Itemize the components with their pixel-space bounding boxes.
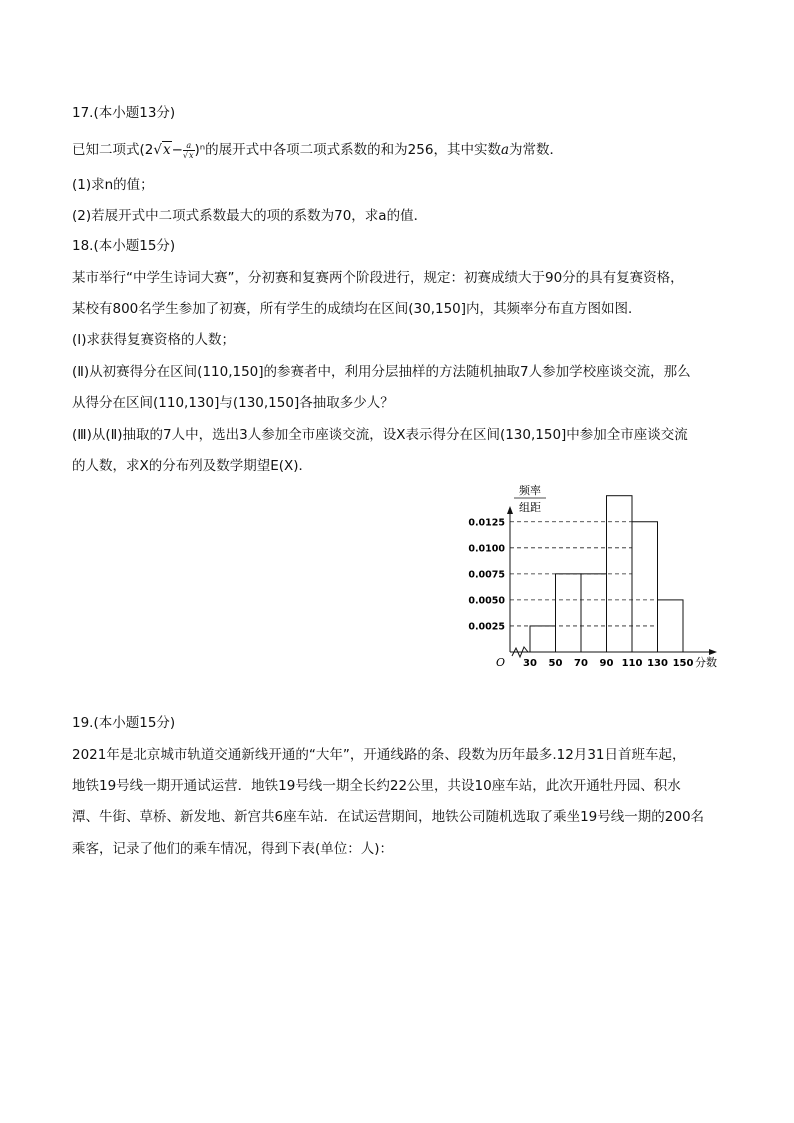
q17-part1: (1)求n的值； (72, 177, 154, 193)
x-tick-label: 30 (523, 658, 537, 669)
x-tick-label: 90 (599, 658, 614, 669)
q19-stem-line4: 乘客，记录了他们的乘车情况，得到下表(单位：人)： (72, 841, 394, 857)
q17-frac-den: √x (182, 150, 194, 160)
histogram-bar-4 (632, 522, 658, 652)
q17-frac-num: a (183, 141, 195, 151)
y-tick-label: 0.0125 (468, 517, 505, 529)
q17-frac-den-x: x (189, 150, 194, 160)
q17-stem-prefix: 已知二项式(2 (72, 142, 154, 158)
x-tick-label: 110 (621, 658, 643, 669)
histogram-bar-2 (581, 574, 607, 652)
origin-label: O (496, 656, 506, 669)
y-tick-label: 0.0075 (468, 569, 505, 581)
q18-stem-line2: 某校有800名学生参加了初赛，所有学生的成绩均在区间(30,150]内，其频率分布直方图如图． (72, 301, 642, 317)
q19-header: 19.(本小题15分) (72, 715, 176, 731)
q17-stem-suffix: 为常数． (509, 142, 564, 158)
y-axis-label-bottom: 组距 (519, 501, 541, 514)
q17-var-a: a (500, 142, 510, 158)
y-tick-label: 0.0050 (468, 595, 505, 607)
q19-stem-line3: 潭、牛街、草桥、新发地、新宫共6座车站．在试运营期间，地铁公司随机选取了乘坐19号线一期的200名 (72, 809, 705, 825)
q17-stem (72, 140, 563, 160)
x-tick-label: 150 (672, 658, 694, 669)
y-tick-label: 0.0100 (468, 543, 505, 555)
q17-header: 17.(本小题13分) (72, 105, 176, 121)
q17-stem-exp: )ⁿ的展开式中各项二项式系数的和为256，其中实数 (194, 142, 501, 158)
y-axis-arrow (507, 506, 513, 514)
y-tick-label: 0.0025 (468, 621, 505, 633)
q17-sqrt-x: x (162, 142, 171, 158)
q17-minus: − (171, 142, 183, 158)
histogram-bar-1 (556, 574, 582, 652)
x-axis-arrow (709, 649, 717, 655)
q18-part3-line1: (Ⅲ)从(Ⅱ)抽取的7人中，选出3人参加全市座谈交流，设X表示得分在区间(130,150]中参加全市座谈交流 (72, 427, 688, 443)
histogram-bar-0 (530, 626, 556, 652)
x-tick-label: 130 (647, 658, 668, 669)
frequency-histogram (455, 480, 735, 675)
q17-sqrt-sign: √ (153, 142, 162, 158)
histogram-bar-5 (658, 600, 684, 652)
x-tick-label: 50 (548, 658, 563, 669)
q18-header: 18.(本小题15分) (72, 238, 176, 254)
q18-stem-line1: 某市举行“中学生诗词大赛”，分初赛和复赛两个阶段进行，规定：初赛成绩大于90分的具有复赛资格， (72, 270, 684, 286)
q18-part2-line1: (Ⅱ)从初赛得分在区间(110,150]的参赛者中，利用分层抽样的方法随机抽取7人参加学校座谈交流，那么 (72, 364, 691, 380)
x-tick-label: 70 (574, 658, 588, 669)
q18-part1: (Ⅰ)求获得复赛资格的人数； (72, 332, 236, 348)
x-axis-label: 分数 (695, 656, 717, 669)
q18-part2-line2: 从得分在区间(110,130]与(130,150]各抽取多少人？ (72, 395, 394, 411)
q19-stem-line1: 2021年是北京城市轨道交通新线开通的“大年”，开通线路的条、段数为历年最多.12月31日首班车起， (72, 747, 686, 763)
q18-part3-line2: 的人数，求X的分布列及数学期望E(X)． (72, 458, 313, 474)
y-axis-label-top: 频率 (519, 484, 541, 497)
q19-stem-line2: 地铁19号线一期开通试运营．地铁19号线一期全长约22公里，共设10座车站，此次开通牡丹园、积水 (72, 778, 681, 794)
q17-part2: (2)若展开式中二项式系数最大的项的系数为70，求a的值． (72, 208, 428, 224)
q17-fraction (183, 141, 195, 160)
